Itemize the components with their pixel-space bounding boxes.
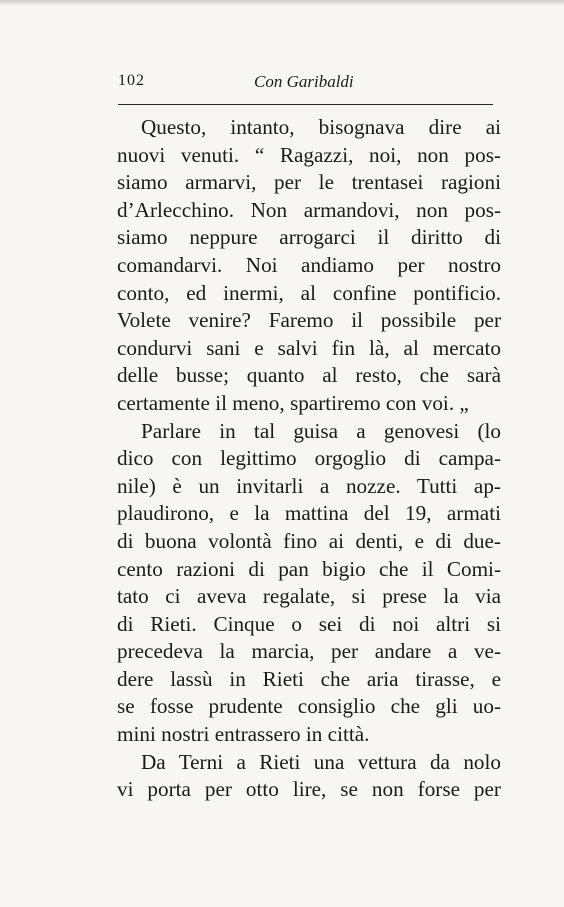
text-line: tato ci aveva regalate, si prese la via [117, 584, 501, 609]
text-line: nile) è un invitarli a nozze. Tutti ap- [117, 473, 501, 498]
running-title: Con Garibaldi [254, 72, 354, 91]
text-line: precedeva la marcia, per andare a ve- [117, 639, 501, 664]
text-line: siamo neppure arrogarci il diritto di [117, 225, 501, 250]
text-line: nuovi venuti. “ Ragazzi, noi, non pos- [117, 142, 501, 167]
text-line: condurvi sani e salvi fin là, al mercato [117, 335, 501, 360]
text-line: Da Terni a Rieti una vettura da nolo [141, 749, 501, 774]
text-line: plaudirono, e la mattina del 19, armati [117, 501, 501, 526]
text-line: delle busse; quanto al resto, che sarà [117, 363, 501, 388]
text-line: Volete venire? Faremo il possibile per [117, 308, 501, 333]
text-line: se fosse prudente consiglio che gli uo- [117, 694, 501, 719]
text-line: mini nostri entrassero in città. [117, 722, 370, 747]
text-line: comandarvi. Noi andiamo per nostro [117, 252, 501, 277]
page-number: 102 [118, 72, 145, 89]
text-line: di buona volontà fino ai denti, e di due- [117, 528, 501, 553]
text-line: dico con legittimo orgoglio di campa- [117, 446, 501, 471]
text-line: vi porta per otto lire, se non forse per [117, 777, 501, 802]
text-line: d’Arlecchino. Non armandovi, non pos- [117, 197, 501, 222]
header-rule [118, 104, 493, 105]
text-line: dere lassù in Rieti che aria tirasse, e [117, 666, 501, 691]
page-header [118, 72, 490, 94]
text-line: Questo, intanto, bisognava dire ai [141, 115, 501, 139]
text-line: di Rieti. Cinque o sei di noi altri si [117, 611, 501, 636]
text-line: siamo armarvi, per le trentasei ragioni [117, 170, 501, 195]
text-line: cento razioni di pan bigio che il Comi- [117, 556, 501, 581]
page-edge-shadow [0, 0, 564, 6]
body-text [117, 114, 501, 804]
text-line: conto, ed inermi, al confine pontificio. [117, 280, 501, 305]
text-line: certamente il meno, spartiremo con voi. „ [117, 390, 469, 415]
text-line: Parlare in tal guisa a genovesi (lo [141, 418, 501, 443]
